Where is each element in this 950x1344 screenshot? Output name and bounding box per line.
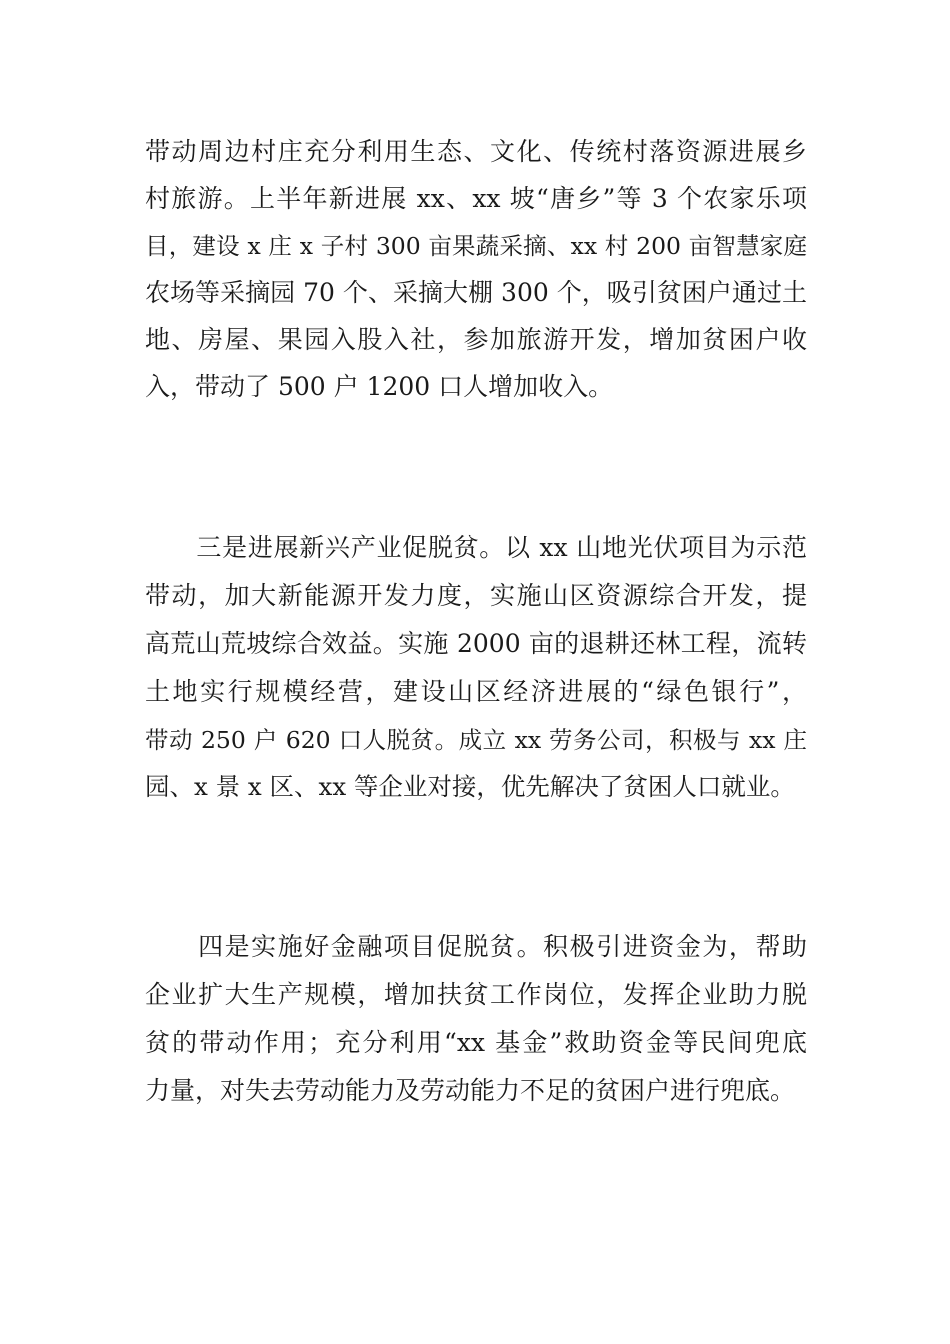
text-line: 力量，对失去劳动能力及劳动能力不足的贫困户进行兜底。 xyxy=(145,1076,796,1105)
text-line: 企业扩大生产规模，增加扶贫工作岗位，发挥企业助力脱 xyxy=(145,980,807,1009)
text-line: 四是实施好金融项目促脱贫。积极引进资金为，帮助 xyxy=(145,932,807,961)
text-line: 贫的带动作用；充分利用“xx 基金”救助资金等民间兜底 xyxy=(145,1028,807,1057)
text-line: 带动 250 户 620 口人脱贫。成立 xx 劳务公司，积极与 xx 庄 xyxy=(145,726,807,754)
text-line: 入，带动了 500 户 1200 口人增加收入。 xyxy=(145,372,614,401)
text-line: 地、房屋、果园入股入社，参加旅游开发，增加贫困户收 xyxy=(145,325,807,354)
text-line: 土地实行规模经营，建设山区经济进展的“绿色银行”， xyxy=(145,677,807,706)
text-line: 带动周边村庄充分利用生态、文化、传统村落资源进展乡 xyxy=(145,137,807,166)
text-line: 村旅游。上半年新进展 xx、xx 坡“唐乡”等 3 个农家乐项 xyxy=(145,184,807,213)
text-line: 带动，加大新能源开发力度，实施山区资源综合开发，提 xyxy=(145,581,807,610)
text-line: 园、x 景 x 区、xx 等企业对接，优先解决了贫困人口就业。 xyxy=(145,772,795,801)
text-line: 农场等采摘园 70 个、采摘大棚 300 个，吸引贫困户通过土 xyxy=(145,278,807,307)
text-line: 三是进展新兴产业促脱贫。以 xx 山地光伏项目为示范 xyxy=(145,533,807,562)
text-line: 目，建设 x 庄 x 子村 300 亩果蔬采摘、xx 村 200 亩智慧家庭 xyxy=(145,232,807,260)
text-line: 高荒山荒坡综合效益。实施 2000 亩的退耕还林工程，流转 xyxy=(145,629,807,658)
